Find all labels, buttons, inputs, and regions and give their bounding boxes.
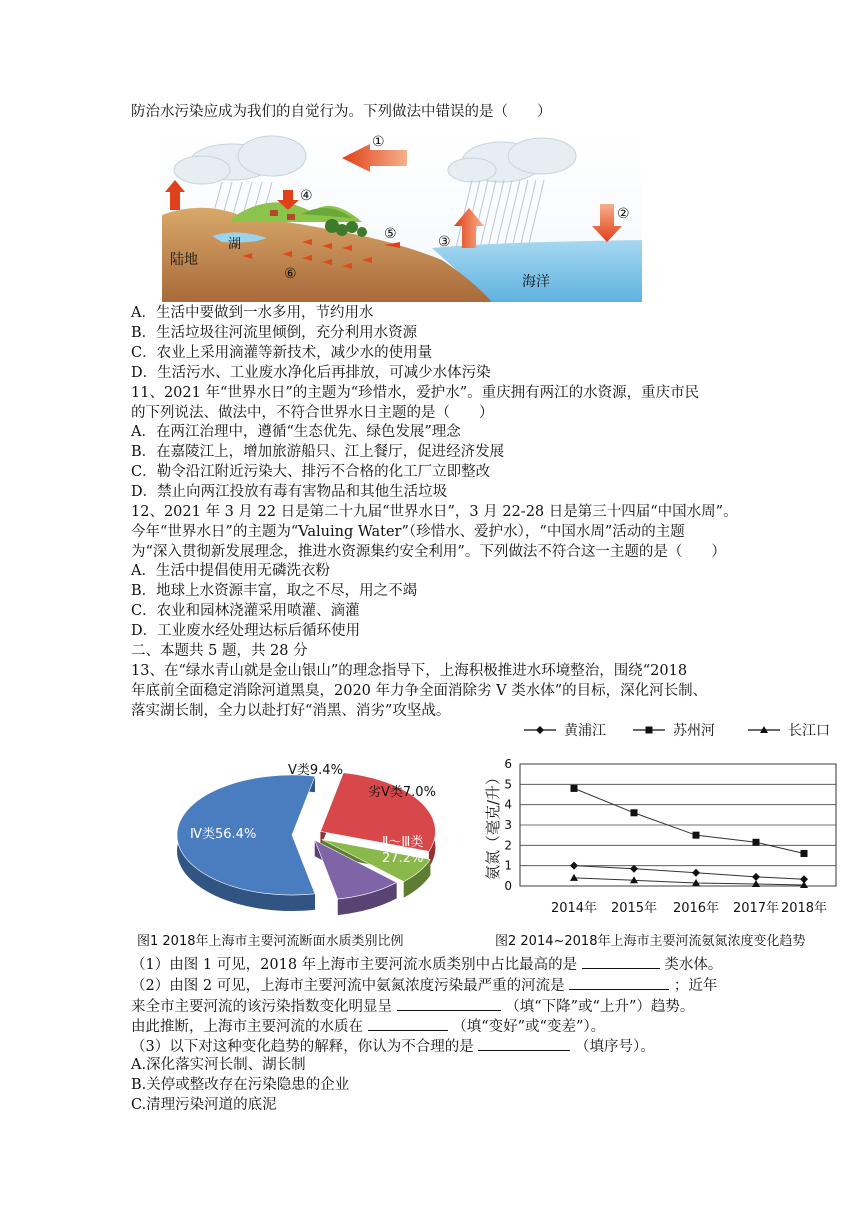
y-tick-label: 4 bbox=[504, 797, 512, 812]
x-tick-label: 2018年 bbox=[780, 901, 828, 916]
y-tick-label: 3 bbox=[504, 818, 512, 832]
q13-sub1-text-b: 类水体。 bbox=[664, 957, 723, 973]
y-tick-label: 1 bbox=[504, 858, 512, 873]
legend-marker bbox=[536, 726, 544, 734]
q10-option-c: C．农业上采用滴灌等新技术，减少水的使用量 bbox=[131, 345, 433, 361]
q13-stem-line2: 年底前全面稳定消除河道黑臭，2020 年力争全面消除劣 V 类水体”的目标，深化河长制、 bbox=[131, 683, 708, 699]
q13-sub1-blank[interactable] bbox=[582, 953, 660, 969]
x-tick-label: 2015年 bbox=[610, 901, 658, 916]
pie-label: 劣Ⅴ类7.0% bbox=[368, 785, 436, 800]
q13-sub2-text-d: （填“下降”或“上升”）趋势。 bbox=[505, 999, 695, 1015]
q13-sub2-line1 bbox=[131, 974, 717, 996]
q13-sub3-text-a: （3）以下对这种变化趋势的解释，你认为不合理的是 bbox=[131, 1039, 474, 1055]
q13-sub1 bbox=[131, 953, 722, 975]
marker-5: ⑤ bbox=[384, 226, 397, 242]
q10-stem: 防治水污染应成为我们的自觉行为。下列做法中错误的是（ ） bbox=[131, 104, 552, 120]
marker-2: ② bbox=[617, 206, 630, 222]
q13-sub3-option-b: B.关停或整改存在污染隐患的企业 bbox=[131, 1077, 350, 1093]
y-axis-label: 氨氮（毫克/升） bbox=[484, 769, 502, 881]
fig2-caption: 图2 2014~2018年上海市主要河流氨氮浓度变化趋势 bbox=[495, 934, 806, 949]
fig1-caption: 图1 2018年上海市主要河流断面水质类别比例 bbox=[137, 934, 404, 949]
marker-1: ① bbox=[372, 134, 385, 150]
data-point bbox=[631, 809, 638, 816]
water-cycle-figure bbox=[162, 130, 642, 302]
q11-stem-line2: 的下列说法、做法中，不符合世界水日主题的是（ ） bbox=[131, 405, 494, 421]
q13-sub2-text-c: 来全市主要河流的该污染指数变化明显呈 bbox=[131, 999, 392, 1015]
q13-sub2-blank-trend[interactable] bbox=[397, 995, 501, 1011]
q13-sub2-text-f: （填“变好”或“变差”）。 bbox=[452, 1019, 606, 1035]
q12-stem-line1: 12、2021 年 3 月 22 日是第二十九届“世界水日”，3 月 22-28 日是第三十四届“中国水周”。 bbox=[131, 504, 738, 520]
pie-label: Ⅱ～Ⅲ类 bbox=[382, 835, 424, 850]
x-tick-label: 2016年 bbox=[672, 901, 720, 916]
q13-sub2-text-a: （2）由图 2 可见，上海市主要河流中氨氮浓度污染最严重的河流是 bbox=[131, 978, 565, 994]
data-point bbox=[571, 785, 578, 792]
legend-marker bbox=[646, 727, 653, 734]
q12-option-d: D．工业废水经处理达标后循环使用 bbox=[131, 623, 361, 639]
y-tick-label: 0 bbox=[504, 879, 512, 893]
y-tick-label: 6 bbox=[504, 757, 512, 771]
label-ocean: 海洋 bbox=[522, 274, 550, 290]
q13-stem-line3: 落实湖长制，全力以赴打好“消黑、消劣”攻坚战。 bbox=[131, 703, 451, 719]
marker-4: ④ bbox=[300, 188, 313, 204]
q13-sub3-text-b: （填序号）。 bbox=[574, 1039, 655, 1055]
q12-option-a: A．生活中提倡使用无磷洗衣粉 bbox=[131, 563, 330, 579]
pie-chart bbox=[160, 750, 460, 930]
q13-sub2-line3 bbox=[131, 1015, 605, 1037]
q11-stem-line1: 11、2021 年“世界水日”的主题为“珍惜水，爱护水”。重庆拥有两江的水资源，重庆市民 bbox=[131, 385, 700, 401]
q12-option-b: B．地球上水资源丰富，取之不尽，用之不竭 bbox=[131, 583, 418, 599]
q13-stem-line1: 13、在“绿水青山就是金山银山”的理念指导下，上海积极推进水环境整治，围绕“2018 bbox=[131, 663, 688, 679]
q13-sub2-blank-river[interactable] bbox=[569, 974, 669, 990]
q13-sub3 bbox=[131, 1035, 655, 1057]
q10-option-b: B．生活垃圾往河流里倾倒，充分利用水资源 bbox=[131, 325, 418, 341]
q11-option-d: D．禁止向两江投放有毒有害物品和其他生活垃圾 bbox=[131, 484, 448, 500]
x-tick-label: 2014年 bbox=[550, 901, 598, 916]
data-point bbox=[753, 839, 760, 846]
q10-option-a: A．生活中要做到一水多用，节约用水 bbox=[131, 305, 374, 321]
line-chart bbox=[478, 712, 848, 922]
q13-sub2-blank-quality[interactable] bbox=[368, 1015, 448, 1031]
pie-label: 27.2% bbox=[382, 851, 424, 866]
q10-option-d: D．生活污水、工业废水净化后再排放，可减少水体污染 bbox=[131, 365, 491, 381]
q13-sub3-blank[interactable] bbox=[478, 1035, 570, 1051]
legend-label: 黄浦江 bbox=[564, 723, 606, 739]
q13-sub1-text-a: （1）由图 1 可见，2018 年上海市主要河流水质类别中占比最高的是 bbox=[131, 957, 578, 973]
q12-option-c: C．农业和园林浇灌采用喷灌、滴灌 bbox=[131, 603, 360, 619]
q13-sub2-text-e: 由此推断，上海市主要河流的水质在 bbox=[131, 1019, 363, 1035]
marker-6: ⑥ bbox=[284, 266, 297, 282]
x-tick-label: 2017年 bbox=[732, 901, 780, 916]
q11-option-c: C．勒令沿江附近污染大、排污不合格的化工厂立即整改 bbox=[131, 464, 491, 480]
q11-option-a: A．在两江治理中，遵循“生态优先、绿色发展”理念 bbox=[131, 424, 461, 440]
y-tick-label: 2 bbox=[504, 838, 512, 853]
data-point bbox=[693, 832, 700, 839]
q13-sub3-option-a: A.深化落实河长制、湖长制 bbox=[131, 1057, 306, 1073]
q13-sub2-text-b: ；近年 bbox=[673, 978, 718, 994]
q11-option-b: B．在嘉陵江上，增加旅游船只、江上餐厅，促进经济发展 bbox=[131, 444, 505, 460]
q12-stem-line3: 为“深入贯彻新发展理念，推进水资源集约安全利用”。下列做法不符合这一主题的是（ ） bbox=[131, 544, 726, 560]
legend-label: 长江口 bbox=[788, 723, 830, 739]
q12-stem-line2: 今年“世界水日”的主题为“Valuing Water”（珍惜水、爱护水），“中国水周”活动的主题 bbox=[131, 524, 685, 540]
q13-sub3-option-c: C.清理污染河道的底泥 bbox=[131, 1097, 277, 1113]
marker-3: ③ bbox=[438, 234, 451, 250]
q13-sub2-line2 bbox=[131, 995, 694, 1017]
legend-label: 苏州河 bbox=[673, 723, 715, 739]
data-point bbox=[801, 850, 808, 857]
pie-label: Ⅳ类56.4% bbox=[190, 827, 257, 842]
label-lake: 湖 bbox=[228, 237, 242, 252]
label-land: 陆地 bbox=[170, 252, 198, 268]
section-2-heading: 二、本题共 5 题，共 28 分 bbox=[131, 643, 308, 659]
y-tick-label: 5 bbox=[504, 777, 512, 792]
pie-label: Ⅴ类9.4% bbox=[288, 763, 343, 778]
